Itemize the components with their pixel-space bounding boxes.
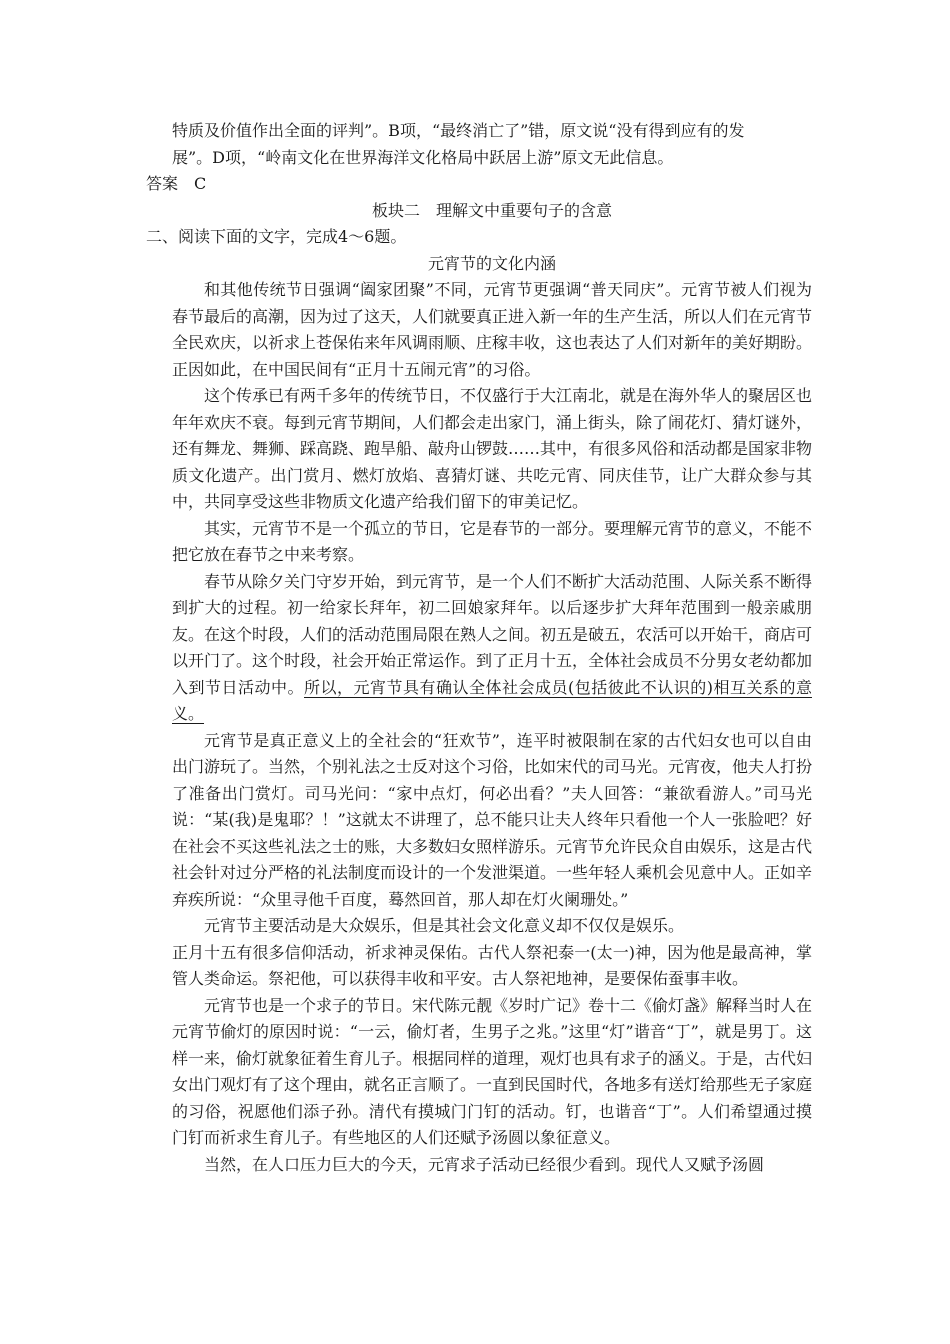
article-paragraph-6: 正月十五有很多信仰活动，祈求神灵保佑。古代人祭祀泰一(太一)神，因为他是最高神，掌管人类命运。祭祀他，可以获得丰收和平安。古人祭祀地神，是要保佑蚕事丰收。 [172,942,812,988]
article-paragraph-8: 当然，在人口压力巨大的今天，元宵求子活动已经很少看到。现代人又赋予汤圆 [204,1154,765,1174]
question-instruction: 二、阅读下面的文字，完成4～6题。 [146,227,407,246]
article-paragraph-4 [172,569,812,728]
article-paragraph-2: 这个传承已有两千多年的传统节日，不仅盛行于大江南北，就是在海外华人的聚居区也年年欢庆不衰。每到元宵节期间，人们都会走出家门，涌上街头，除了闹花灯、猜灯谜外，还有舞龙、舞狮、踩高跷、跑旱船、敲舟山锣鼓……其中，有很多风俗和活动都是国家非物质文化遗产。出门赏月、燃灯放焰、喜猜灯谜、共吃元宵、同庆佳节，让广大群众参与其中，共同享受这些非物质文化遗产给我们留下的审美记忆。 [172,386,813,511]
article-paragraph-7: 元宵节也是一个求子的节日。宋代陈元靓《岁时广记》卷十二《偷灯盏》解释当时人在元宵节偷灯的原因时说：“一云，偷灯者，生男子之兆。”这里“灯”谐音“丁”，就是男丁。这样一来，偷灯就象征着生育儿子。根据同样的道理，观灯也具有求子的涵义。于是，古代妇女出门观灯有了这个理由，就名正言顺了。一直到民国时代，各地多有送灯给那些无子家庭的习俗，祝愿他们添子孙。清代有摸城门门钉的活动。钉，也谐音“丁”。人们希望通过摸门钉而祈求生育儿子。有些地区的人们还赋予汤圆以象征意义。 [172,995,813,1147]
intro-line-1: 特质及价值作出全面的评判”。B项，“最终消亡了”错，原文说“没有得到应有的发 [172,121,745,140]
article-paragraph-3: 其实，元宵节不是一个孤立的节日，它是春节的一部分。要理解元宵节的意义，不能不把它放在春节之中来考察。 [172,518,813,564]
document-page [146,118,813,1178]
article-paragraph-6-lead: 元宵节主要活动是大众娱乐，但是其社会文化意义却不仅仅是娱乐。 [204,916,685,935]
paragraph-4-text: 春节从除夕关门守岁开始，到元宵节，是一个人们不断扩大活动范围、人际关系不断得到扩大的过程。初一给家长拜年，初二回娘家拜年。以后逐步扩大拜年范围到一般亲戚朋友。在这个时段，人们的活动范围局限在熟人之间。初五是破五，农活可以开始干，商店可以开门了。这个时段，社会开始正常运作。到了正月十五，全体社会成员不分男女老幼都加入到节日活动中。 [172,571,813,697]
article-paragraph-1: 和其他传统节日强调“阖家团聚”不同，元宵节更强调“普天同庆”。元宵节被人们视为春节最后的高潮，因为过了这天，人们就要真正进入新一年的生产生活，所以人们在元宵节全民欢庆，以祈求上苍保佑来年风调雨顺、庄稼丰收，这也表达了人们对新年的美好期盼。正因如此，在中国民间有“正月十五闹元宵”的习俗。 [172,280,813,379]
article-paragraph-5: 元宵节是真正意义上的全社会的“狂欢节”，连平时被限制在家的古代妇女也可以自由出门游玩了。当然，个别礼法之士反对这个习俗，比如宋代的司马光。元宵夜，他夫人打扮了准备出门赏灯。司马光问：“家中点灯，何必出看？”夫人回答：“兼欲看游人。”司马光说：“某(我)是鬼耶？！”这就太不讲理了，总不能只让夫人终年只看他一个人一张脸吧？好在社会不买这些礼法之士的账，大多数妇女照样游乐。元宵节允许民众自由娱乐，这是古代社会针对过分严格的礼法制度而设计的一个发泄渠道。一些年轻人乘机会见意中人。正如辛弃疾所说：“众里寻他千百度，蓦然回首，那人却在灯火阑珊处。” [172,730,813,909]
section-title: 板块二 理解文中重要句子的含意 [371,200,612,220]
intro-line-2: 展”。D项，“岭南文化在世界海洋文化格局中跃居上游”原文无此信息。 [172,147,674,167]
article-title: 元宵节的文化内涵 [427,253,556,273]
answer-line: 答案 C [146,174,207,193]
underlined-key-sentence: 所以，元宵节具有确认全体社会成员(包括彼此不认识的)相互关系的意义。 [172,677,812,723]
